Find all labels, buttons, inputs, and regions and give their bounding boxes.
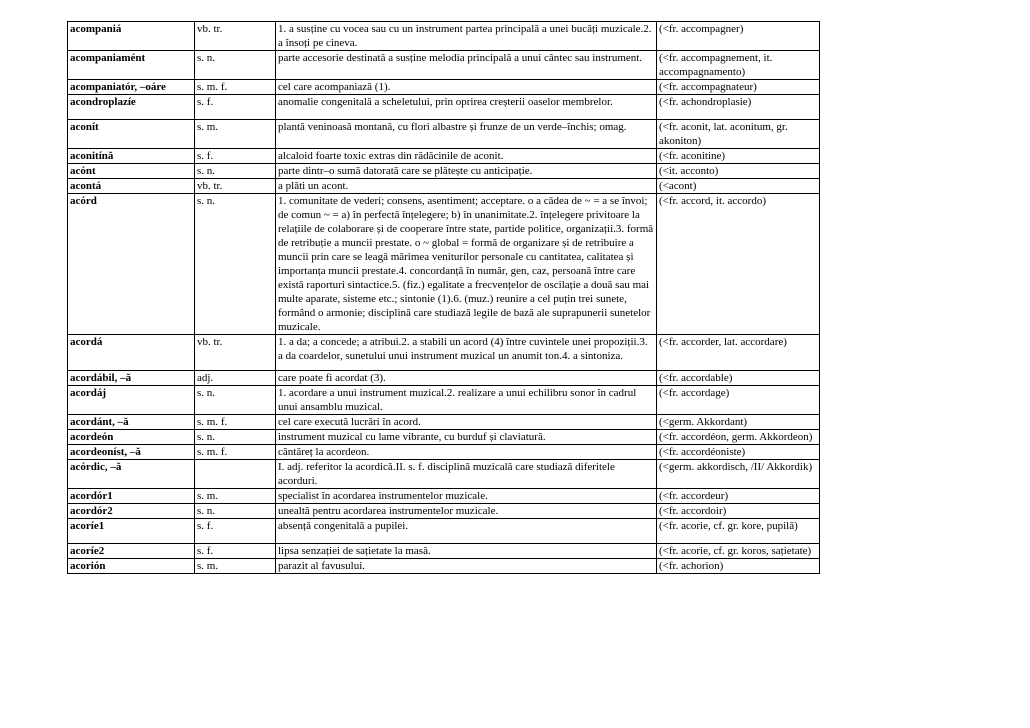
- etymology-cell: (<fr. accordage): [657, 386, 820, 415]
- etymology-cell: (<fr. acorie, cf. gr. koros, sațietate): [657, 544, 820, 559]
- entry-row: [68, 559, 820, 574]
- dictionary-page: [67, 21, 819, 574]
- etymology-cell: (<fr. accordéon, germ. Akkordeon): [657, 430, 820, 445]
- etymology-cell: (<fr. acorie, cf. gr. kore, pupilă): [657, 519, 820, 544]
- definition-cell: 1. a da; a concede; a atribui.2. a stabili un acord (4) între cuvintele unei propoziții.3. a da coardelor, sunetului unui instrument muzical un anumit ton.4. a sintoniza.: [276, 335, 657, 371]
- definition-cell: cântăreț la acordeon.: [276, 445, 657, 460]
- part-of-speech-cell: vb. tr.: [195, 22, 276, 51]
- headword-cell: aconitínă: [68, 149, 195, 164]
- etymology-cell: (<fr. achondroplasie): [657, 95, 820, 120]
- definition-cell: alcaloid foarte toxic extras din rădăcinile de aconit.: [276, 149, 657, 164]
- part-of-speech-cell: s. m. f.: [195, 415, 276, 430]
- entry-row: [68, 95, 820, 120]
- definition-cell: specialist în acordarea instrumentelor muzicale.: [276, 489, 657, 504]
- part-of-speech-cell: s. n.: [195, 194, 276, 335]
- headword-cell: acórd: [68, 194, 195, 335]
- entry-row: [68, 460, 820, 489]
- entry-row: [68, 371, 820, 386]
- part-of-speech-cell: s. m.: [195, 559, 276, 574]
- definition-cell: care poate fi acordat (3).: [276, 371, 657, 386]
- headword-cell: acordánt, –ă: [68, 415, 195, 430]
- definition-cell: parazit al favusului.: [276, 559, 657, 574]
- headword-cell: acoríe2: [68, 544, 195, 559]
- part-of-speech-cell: s. n.: [195, 504, 276, 519]
- part-of-speech-cell: vb. tr.: [195, 179, 276, 194]
- headword-cell: acompaniá: [68, 22, 195, 51]
- entry-row: [68, 22, 820, 51]
- part-of-speech-cell: s. f.: [195, 149, 276, 164]
- definition-cell: 1. comunitate de vederi; consens, asentiment; acceptare. o a cădea de ~ = a se învoi; de comun ~ = a) în perfectă înțelegere; b) în unanimitate.2. înțelegere privitoare la relațiile de colaborare și de cooperare între state, partide politice, organizații.3. formă de retribuție a muncii prestate. o ~ global = formă de organizare și de retribuire a muncii prin care se leagă mărimea veniturilor personale cu cantitatea, calitatea și importanța muncii prestate.4. concordanță în număr, gen, caz, persoană între care există raporturi sintactice.5. (fiz.) egalitate a frecvențelor de oscilație a două sau mai multe aparate, sisteme etc.; sintonie (1).6. (muz.) reunire a cel puțin trei sunete, formând o armonie; disciplină care studiază legile de bază ale suprapunerii sunetelor muzicale.: [276, 194, 657, 335]
- part-of-speech-cell: s. f.: [195, 519, 276, 544]
- entry-row: [68, 489, 820, 504]
- headword-cell: acompaniamént: [68, 51, 195, 80]
- headword-cell: acompaniatór, –oáre: [68, 80, 195, 95]
- part-of-speech-cell: s. m. f.: [195, 445, 276, 460]
- etymology-cell: (<fr. aconitine): [657, 149, 820, 164]
- definition-cell: 1. acordare a unui instrument muzical.2. realizare a unui echilibru sonor în cadrul unui ansamblu muzical.: [276, 386, 657, 415]
- dictionary-rows: [68, 22, 820, 574]
- part-of-speech-cell: s. n.: [195, 51, 276, 80]
- etymology-cell: (<fr. accord, it. accordo): [657, 194, 820, 335]
- entry-row: [68, 120, 820, 149]
- definition-cell: lipsa senzației de sațietate la masă.: [276, 544, 657, 559]
- headword-cell: acorión: [68, 559, 195, 574]
- etymology-cell: (<fr. accompagner): [657, 22, 820, 51]
- etymology-cell: (<fr. accordéoniste): [657, 445, 820, 460]
- part-of-speech-cell: [195, 460, 276, 489]
- entry-row: [68, 445, 820, 460]
- headword-cell: acordór1: [68, 489, 195, 504]
- headword-cell: acoríe1: [68, 519, 195, 544]
- entry-row: [68, 80, 820, 95]
- etymology-cell: (<fr. accordable): [657, 371, 820, 386]
- headword-cell: acontá: [68, 179, 195, 194]
- entry-row: [68, 194, 820, 335]
- headword-cell: acondroplazíe: [68, 95, 195, 120]
- dictionary-table: [67, 21, 820, 574]
- definition-cell: unealtă pentru acordarea instrumentelor muzicale.: [276, 504, 657, 519]
- definition-cell: I. adj. referitor la acordică.II. s. f. disciplină muzicală care studiază diferitele acorduri.: [276, 460, 657, 489]
- headword-cell: acordábil, –ă: [68, 371, 195, 386]
- definition-cell: plantă veninoasă montană, cu flori albastre și frunze de un verde–închis; omag.: [276, 120, 657, 149]
- definition-cell: cel care execută lucrări în acord.: [276, 415, 657, 430]
- definition-cell: a plăti un acont.: [276, 179, 657, 194]
- entry-row: [68, 519, 820, 544]
- headword-cell: aconít: [68, 120, 195, 149]
- headword-cell: acórdic, –ă: [68, 460, 195, 489]
- part-of-speech-cell: vb. tr.: [195, 335, 276, 371]
- entry-row: [68, 430, 820, 445]
- entry-row: [68, 335, 820, 371]
- headword-cell: acónt: [68, 164, 195, 179]
- headword-cell: acordá: [68, 335, 195, 371]
- definition-cell: absență congenitală a pupilei.: [276, 519, 657, 544]
- definition-cell: parte accesorie destinată a susține melodia principală a unui cântec sau instrument.: [276, 51, 657, 80]
- entry-row: [68, 51, 820, 80]
- etymology-cell: (<it. acconto): [657, 164, 820, 179]
- definition-cell: 1. a susține cu vocea sau cu un instrument partea principală a unei bucăți muzicale.2. a însoți pe cineva.: [276, 22, 657, 51]
- etymology-cell: (<germ. akkordisch, /II/ Akkordik): [657, 460, 820, 489]
- part-of-speech-cell: s. m.: [195, 120, 276, 149]
- etymology-cell: (<fr. accompagnateur): [657, 80, 820, 95]
- definition-cell: instrument muzical cu lame vibrante, cu burduf și claviatură.: [276, 430, 657, 445]
- part-of-speech-cell: s. n.: [195, 164, 276, 179]
- entry-row: [68, 415, 820, 430]
- etymology-cell: (<fr. achorion): [657, 559, 820, 574]
- part-of-speech-cell: adj.: [195, 371, 276, 386]
- definition-cell: cel care acompaniază (1).: [276, 80, 657, 95]
- entry-row: [68, 179, 820, 194]
- headword-cell: acordeón: [68, 430, 195, 445]
- etymology-cell: (<germ. Akkordant): [657, 415, 820, 430]
- part-of-speech-cell: s. m.: [195, 489, 276, 504]
- etymology-cell: (<fr. accordoir): [657, 504, 820, 519]
- headword-cell: acordór2: [68, 504, 195, 519]
- entry-row: [68, 164, 820, 179]
- headword-cell: acordáj: [68, 386, 195, 415]
- headword-cell: acordeoníst, –ă: [68, 445, 195, 460]
- part-of-speech-cell: s. f.: [195, 95, 276, 120]
- etymology-cell: (<fr. accordeur): [657, 489, 820, 504]
- entry-row: [68, 504, 820, 519]
- part-of-speech-cell: s. m. f.: [195, 80, 276, 95]
- etymology-cell: (<fr. aconit, lat. aconitum, gr. akoniton): [657, 120, 820, 149]
- etymology-cell: (<fr. accorder, lat. accordare): [657, 335, 820, 371]
- definition-cell: parte dintr–o sumă datorată care se plătește cu anticipație.: [276, 164, 657, 179]
- definition-cell: anomalie congenitală a scheletului, prin oprirea creșterii oaselor membrelor.: [276, 95, 657, 120]
- etymology-cell: (<acont): [657, 179, 820, 194]
- part-of-speech-cell: s. f.: [195, 544, 276, 559]
- part-of-speech-cell: s. n.: [195, 430, 276, 445]
- etymology-cell: (<fr. accompagnement, it. accompagnamento): [657, 51, 820, 80]
- entry-row: [68, 386, 820, 415]
- entry-row: [68, 544, 820, 559]
- entry-row: [68, 149, 820, 164]
- part-of-speech-cell: s. n.: [195, 386, 276, 415]
